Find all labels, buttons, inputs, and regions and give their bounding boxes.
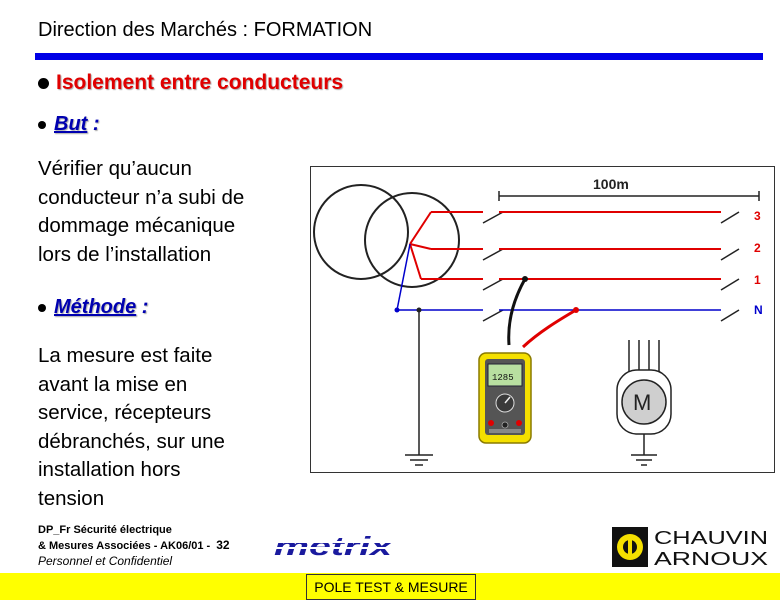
methode-label: Méthode — [54, 296, 137, 318]
arnoux-text: ARNOUX — [654, 549, 768, 569]
conductor-3-switch — [483, 212, 503, 223]
but-line: dommage mécanique — [38, 214, 236, 237]
test-lead-black — [509, 279, 525, 345]
conductor-2-switch — [483, 249, 503, 260]
but-heading — [38, 113, 100, 136]
but-line: Vérifier qu’aucun — [38, 157, 192, 180]
page-number: 32 — [216, 538, 230, 552]
slide-title — [38, 71, 343, 95]
test-lead-red — [523, 310, 576, 347]
header-title: Direction des Marchés : FORMATION — [38, 19, 373, 41]
methode-line: La mesure est faite — [38, 344, 213, 367]
footer-ref-line: & Mesures Associées - AK06/01 - — [38, 540, 211, 552]
meter-display-value: 1285 — [492, 373, 514, 383]
lead-clip-red — [573, 307, 579, 313]
transformer-coil-left — [314, 185, 408, 279]
bullet-icon — [38, 304, 46, 312]
methode-line: avant la mise en — [38, 372, 188, 396]
pole-label: POLE TEST & MESURE — [306, 574, 476, 600]
motor-icon — [617, 340, 671, 465]
metrix-logo — [272, 533, 407, 568]
methode-line: installation hors — [38, 458, 181, 481]
conductor-label-1: 1 — [754, 273, 761, 287]
motor-label: M — [633, 390, 652, 415]
neutral-switch — [483, 310, 503, 321]
footer-ref-line: DP_Fr Sécurité électrique — [38, 524, 172, 536]
methode-line: service, récepteurs — [38, 401, 212, 424]
footer-reference — [38, 523, 230, 554]
star-connection — [410, 212, 431, 279]
methode-suffix: : — [136, 296, 149, 318]
but-suffix: : — [87, 113, 100, 135]
neutral-switch — [721, 310, 739, 321]
bullet-icon — [38, 121, 46, 129]
methode-line: débranchés, sur une — [38, 429, 225, 453]
distance-label: 100m — [593, 176, 629, 192]
insulation-tester-icon — [479, 353, 531, 443]
chauvin-arnoux-logo — [612, 525, 772, 576]
metrix-logo-text: metrix — [274, 533, 395, 561]
slide-title-text: Isolement entre conducteurs — [56, 71, 344, 94]
neutral-node — [395, 308, 400, 313]
conductor-label-2: 2 — [754, 241, 761, 255]
conductor-2-switch — [721, 249, 739, 260]
but-line: lors de l’installation — [38, 242, 212, 266]
wiring-diagram — [310, 166, 775, 473]
but-paragraph — [38, 155, 244, 269]
conductor-label-3: 3 — [754, 209, 761, 223]
but-label: But — [54, 113, 88, 135]
confidential-notice: Personnel et Confidentiel — [38, 554, 173, 568]
methode-paragraph — [38, 342, 225, 513]
conductor-label-n: N — [754, 303, 763, 317]
chauvin-text: CHAUVIN — [654, 528, 768, 548]
methode-line: tension — [38, 486, 105, 510]
methode-heading — [38, 296, 148, 319]
lead-clip-black — [522, 276, 528, 282]
header-rule — [35, 53, 763, 60]
conductor-1-switch — [721, 279, 739, 290]
earth-node-left — [417, 308, 422, 313]
bullet-icon — [38, 78, 49, 89]
but-line: conducteur n’a subi de — [38, 185, 245, 209]
conductor-1-switch — [483, 279, 503, 290]
conductor-3-switch — [721, 212, 739, 223]
